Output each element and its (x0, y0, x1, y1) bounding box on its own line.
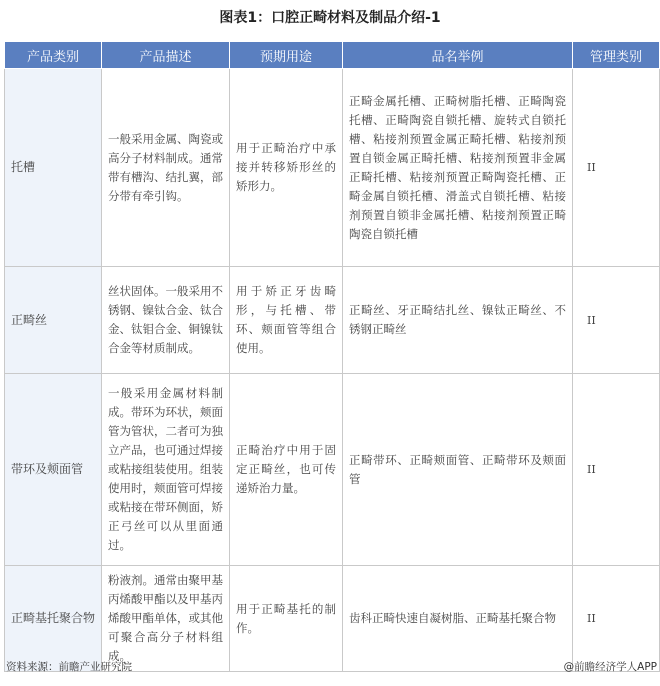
cell-class: II (573, 374, 660, 566)
cell-description: 粉液剂。通常由聚甲基丙烯酸甲酯以及甲基丙烯酸甲酯单体，或其他可聚合高分子材料组成。 (102, 566, 230, 672)
source-note: 资料来源：前瞻产业研究院 (6, 661, 132, 673)
cell-examples: 正畸金属托槽、正畸树脂托槽、正畸陶瓷托槽、正畸陶瓷自锁托槽、旋转式自锁托槽、粘接剂预置金属正畸托槽、粘接剂预置自锁金属正畸托槽、粘接剂预置非金属正畸托槽、粘接剂预置正畸陶瓷托槽、正畸金属自锁托槽、滑盖式自锁托槽、粘接剂预置自锁非金属托槽、粘接剂预置正畸陶瓷自锁托槽 (343, 69, 573, 267)
header-description: 产品描述 (102, 42, 230, 69)
table-row (5, 267, 660, 374)
header-class: 管理类别 (573, 42, 660, 69)
cell-class: II (573, 69, 660, 267)
table-row (5, 566, 660, 672)
cell-description: 丝状固体。一般采用不锈钢、镍钛合金、钛合金、钛钼合金、铜镍钛合金等材质制成。 (102, 267, 230, 374)
cell-examples: 正畸丝、牙正畸结扎丝、镍钛正畸丝、不锈钢正畸丝 (343, 267, 573, 374)
credit-note: @前瞻经济学人APP (563, 661, 657, 673)
cell-usage: 用于正畸治疗中承接并转移矫形丝的矫形力。 (230, 69, 343, 267)
product-table (4, 41, 660, 672)
cell-class: II (573, 267, 660, 374)
footer (4, 659, 659, 677)
cell-usage: 用于正畸基托的制作。 (230, 566, 343, 672)
header-usage: 预期用途 (230, 42, 343, 69)
cell-category: 正畸基托聚合物 (5, 566, 102, 672)
table-row (5, 374, 660, 566)
cell-class: II (573, 566, 660, 672)
page-title: 图表1：口腔正畸材料及制品介绍-1 (219, 10, 441, 26)
cell-usage: 正畸治疗中用于固定正畸丝，也可传递矫治力量。 (230, 374, 343, 566)
cell-examples: 正畸带环、正畸颊面管、正畸带环及颊面管 (343, 374, 573, 566)
header-category: 产品类别 (5, 42, 102, 69)
cell-usage: 用于矫正牙齿畸形，与托槽、带环、颊面管等组合使用。 (230, 267, 343, 374)
table-row (5, 69, 660, 267)
cell-category: 带环及颊面管 (5, 374, 102, 566)
cell-category: 正畸丝 (5, 267, 102, 374)
table-header-row (5, 42, 660, 69)
cell-examples: 齿科正畸快速自凝树脂、正畸基托聚合物 (343, 566, 573, 672)
cell-description: 一般采用金属材料制成。带环为环状，颊面管为管状，二者可为独立产品，也可通过焊接或粘接组装使用。组装使用时，颊面管可焊接或粘接在带环侧面，矫正弓丝可以从里面通过。 (102, 374, 230, 566)
cell-category: 托槽 (5, 69, 102, 267)
cell-description: 一般采用金属、陶瓷或高分子材料制成。通常带有槽沟、结扎翼，部分带有牵引钩。 (102, 69, 230, 267)
header-examples: 品名举例 (343, 42, 573, 69)
